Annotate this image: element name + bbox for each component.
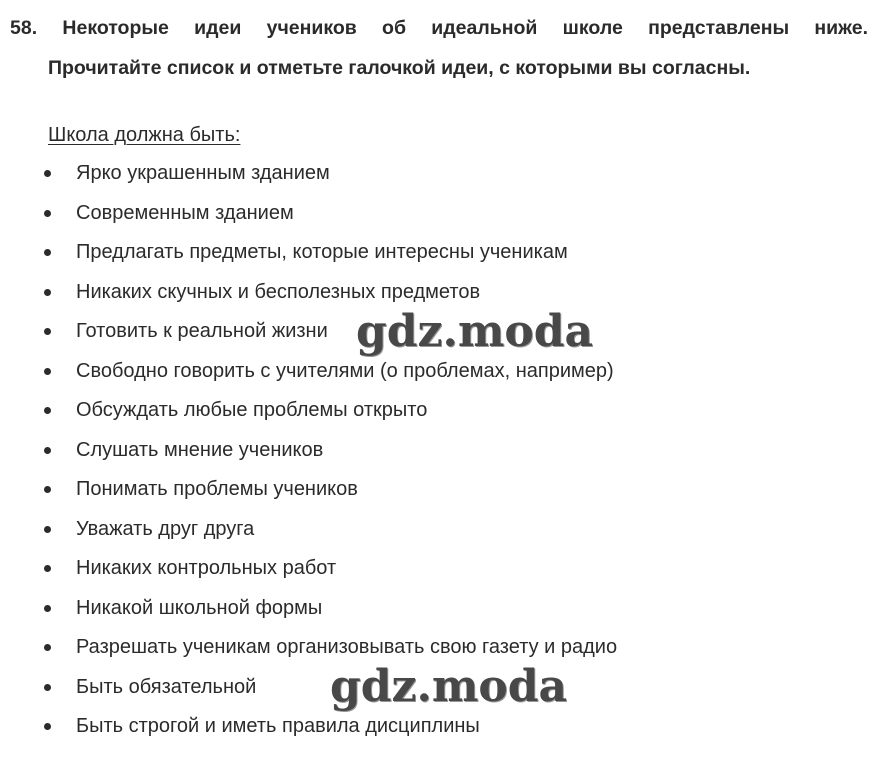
bullet-icon [44, 328, 51, 335]
idea-text: Никаких скучных и бесполезных предметов [76, 280, 481, 303]
bullet-icon [44, 723, 51, 730]
task-text-line-2: Прочитайте список и отметьте галочкой идеи, с которыми вы согласны. [48, 57, 751, 79]
watermark: gdz.moda [356, 306, 594, 357]
idea-text: Понимать проблемы учеников [76, 478, 358, 500]
bullet-icon [44, 565, 51, 572]
idea-text: Предлагать предметы, которые интересны ученикам [76, 241, 568, 263]
list-item [0, 352, 617, 392]
list-item [0, 510, 617, 550]
task-number: 58. [10, 17, 38, 39]
list-item [0, 233, 617, 273]
bullet-icon [44, 526, 51, 533]
watermark: gdz.moda [330, 661, 568, 712]
idea-text: Современным зданием [76, 201, 294, 224]
idea-text: Разрешать ученикам организовывать свою газету и радио [76, 636, 618, 658]
list-item [0, 391, 617, 431]
idea-text: Никаких контрольных работ [76, 557, 337, 579]
idea-text: Обсуждать любые проблемы открыто [76, 399, 428, 421]
list-item [0, 154, 617, 194]
list-item [0, 470, 617, 510]
task-header [10, 8, 868, 88]
idea-text: Готовить к реальной жизни [76, 320, 328, 342]
idea-text: Быть обязательной [76, 675, 257, 698]
bullet-icon [44, 486, 51, 493]
bullet-icon [44, 170, 51, 177]
list-item [0, 707, 617, 747]
bullet-icon [44, 644, 51, 651]
idea-text: Быть строгой и иметь правила дисциплины [76, 715, 480, 737]
bullet-icon [44, 368, 51, 375]
task-text-line-1: Некоторые идеи учеников об идеальной школе представлены ниже. [62, 17, 868, 39]
list-item [0, 194, 617, 234]
idea-text: Свободно говорить с учителями (о проблемах, например) [76, 359, 614, 382]
idea-text: Никакой школьной формы [76, 596, 323, 619]
bullet-icon [44, 210, 51, 217]
list-intro: Школа должна быть: [48, 124, 241, 146]
bullet-icon [44, 249, 51, 256]
idea-text: Ярко украшенным зданием [76, 162, 330, 184]
bullet-icon [44, 407, 51, 414]
bullet-icon [44, 447, 51, 454]
list-item [0, 431, 617, 471]
idea-text: Уважать друг друга [76, 517, 255, 540]
list-item [0, 589, 617, 629]
idea-text: Слушать мнение учеников [76, 438, 324, 461]
bullet-icon [44, 289, 51, 296]
bullet-icon [44, 605, 51, 612]
task-line-1 [10, 8, 868, 48]
ideas-list [0, 154, 617, 747]
list-item [0, 549, 617, 589]
bullet-icon [44, 684, 51, 691]
